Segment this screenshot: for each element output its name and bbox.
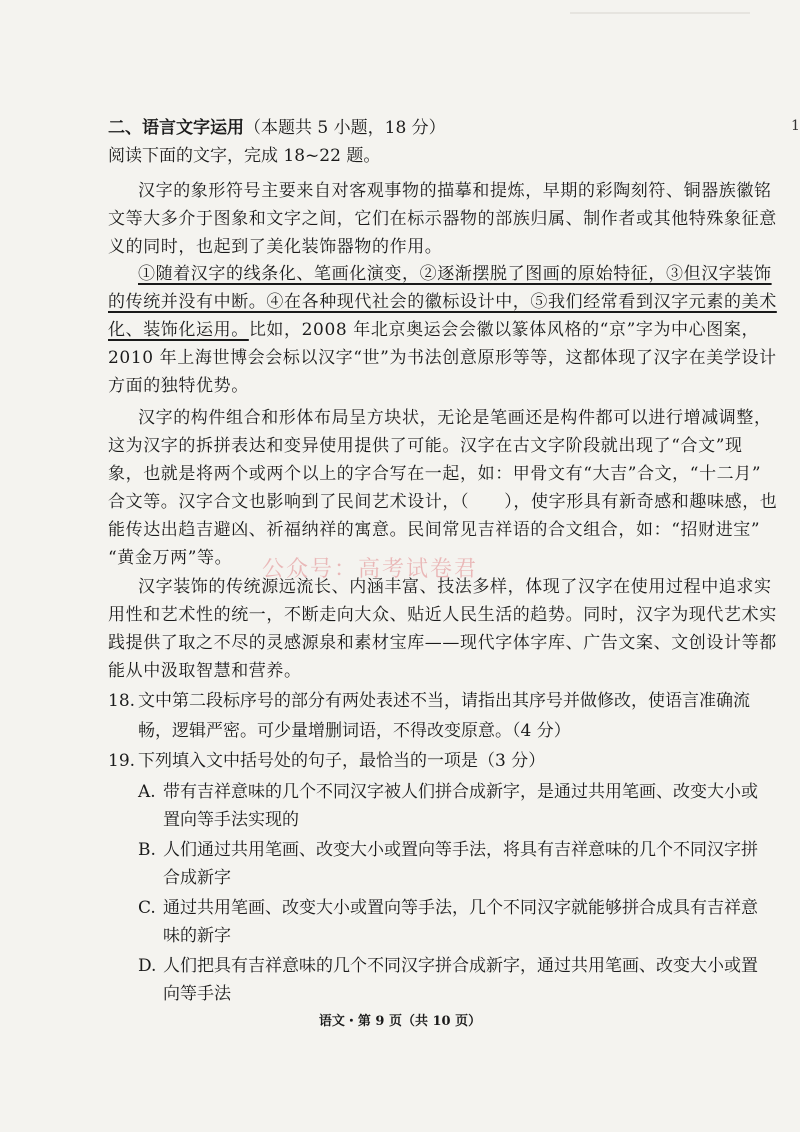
option-d-label: D.	[138, 956, 157, 976]
watermark: 公众号：高考试卷君	[262, 557, 479, 582]
passage-line: 义的同时，也起到了美化装饰器物的作用。	[108, 237, 443, 257]
passage-line: “黄金万两”等。	[108, 548, 233, 568]
option-c-text: 味的新字	[163, 926, 231, 946]
question-19-number: 19.	[108, 751, 136, 771]
option-b-label: B.	[138, 840, 156, 860]
option-b-text: 人们通过共用笔画、改变大小或置向等手法，将具有吉祥意味的几个不同汉字拼	[163, 840, 758, 860]
passage-line: 践提供了取之不尽的灵感源泉和素材宝库——现代字体字库、广告文案、文创设计等都	[108, 633, 777, 653]
passage-line: 方面的独特优势。	[108, 376, 249, 396]
option-a-label: A.	[138, 782, 156, 802]
option-c-text: 通过共用笔画、改变大小或置向等手法，几个不同汉字就能够拼合成具有吉祥意	[163, 898, 758, 918]
passage-line: 象，也就是将两个或两个以上的字合写在一起，如：甲骨文有“大吉”合文，“十二月”	[108, 464, 762, 484]
section-instruction: 阅读下面的文字，完成 18~22 题。	[108, 146, 381, 166]
passage-line: 汉字的象形符号主要来自对客观事物的描摹和提炼，早期的彩陶刻符、铜器族徽铭	[138, 181, 772, 201]
passage-line: 2010 年上海世博会会标以汉字“世”为书法创意原形等等，这都体现了汉字在美学设计	[108, 348, 777, 368]
option-d-text: 向等手法	[163, 984, 231, 1004]
question-18-text: 畅，逻辑严密。可少量增删词语，不得改变原意。（4 分）	[138, 721, 571, 741]
passage-line: 合文等。汉字合文也影响到了民间艺术设计，（ ），使字形具有新奇感和趣味感，也	[108, 492, 778, 512]
question-18-text: 文中第二段标序号的部分有两处表述不当，请指出其序号并做修改，使语言准确流	[138, 691, 750, 711]
margin-mark: 1	[791, 118, 800, 134]
option-d-text: 人们把具有吉祥意味的几个不同汉字拼合成新字，通过共用笔画、改变大小或置	[163, 956, 758, 976]
passage-line: 能从中汲取智慧和营养。	[108, 661, 302, 681]
section-heading-title: 二、语言文字运用	[108, 118, 244, 138]
passage-line: 汉字装饰的传统源远流长、内涵丰富、技法多样，体现了汉字在使用过程中追求实	[138, 577, 772, 597]
passage-line: 能传达出趋吉避凶、祈福纳祥的寓意。民间常见吉祥语的合文组合，如：“招财进宝”	[108, 520, 761, 540]
passage-line: 用性和艺术性的统一，不断走向大众、贴近人民生活的趋势。同时，汉字为现代艺术实	[108, 605, 777, 625]
passage-line	[108, 320, 759, 340]
option-c-label: C.	[138, 898, 156, 918]
passage-line: 文等大多介于图象和文字之间，它们在标示器物的部族归属、制作者或其他特殊象征意	[108, 209, 777, 229]
section-heading	[108, 118, 446, 138]
page-footer: 语文・第 9 页（共 10 页）	[318, 1014, 482, 1029]
option-a-text: 置向等手法实现的	[163, 810, 299, 830]
underlined-sentence: 化、装饰化运用。	[108, 320, 249, 340]
passage-text: 比如，2008 年北京奥运会会徽以篆体风格的“京”字为中心图案，	[248, 320, 760, 340]
underlined-sentence: 的传统并没有中断。④在各种现代社会的徽标设计中，⑤我们经常看到汉字元素的美术	[108, 292, 777, 312]
question-19-stem: 下列填入文中括号处的句子，最恰当的一项是（3 分）	[138, 751, 546, 771]
section-heading-note: （本题共 5 小题，18 分）	[244, 118, 446, 138]
option-b-text: 合成新字	[163, 868, 231, 888]
scan-artifact	[570, 12, 750, 14]
passage-line: 这为汉字的拆拼表达和变异使用提供了可能。汉字在古文字阶段就出现了“合文”现	[108, 436, 743, 456]
passage-line: 汉字的构件组合和形体布局呈方块状，无论是笔画还是构件都可以进行增减调整，	[138, 408, 772, 428]
option-a-text: 带有吉祥意味的几个不同汉字被人们拼合成新字，是通过共用笔画、改变大小或	[163, 782, 758, 802]
underlined-sentence: ①随着汉字的线条化、笔画化演变，②逐渐摆脱了图画的原始特征，③但汉字装饰	[138, 264, 772, 284]
question-18-number: 18.	[108, 691, 136, 711]
